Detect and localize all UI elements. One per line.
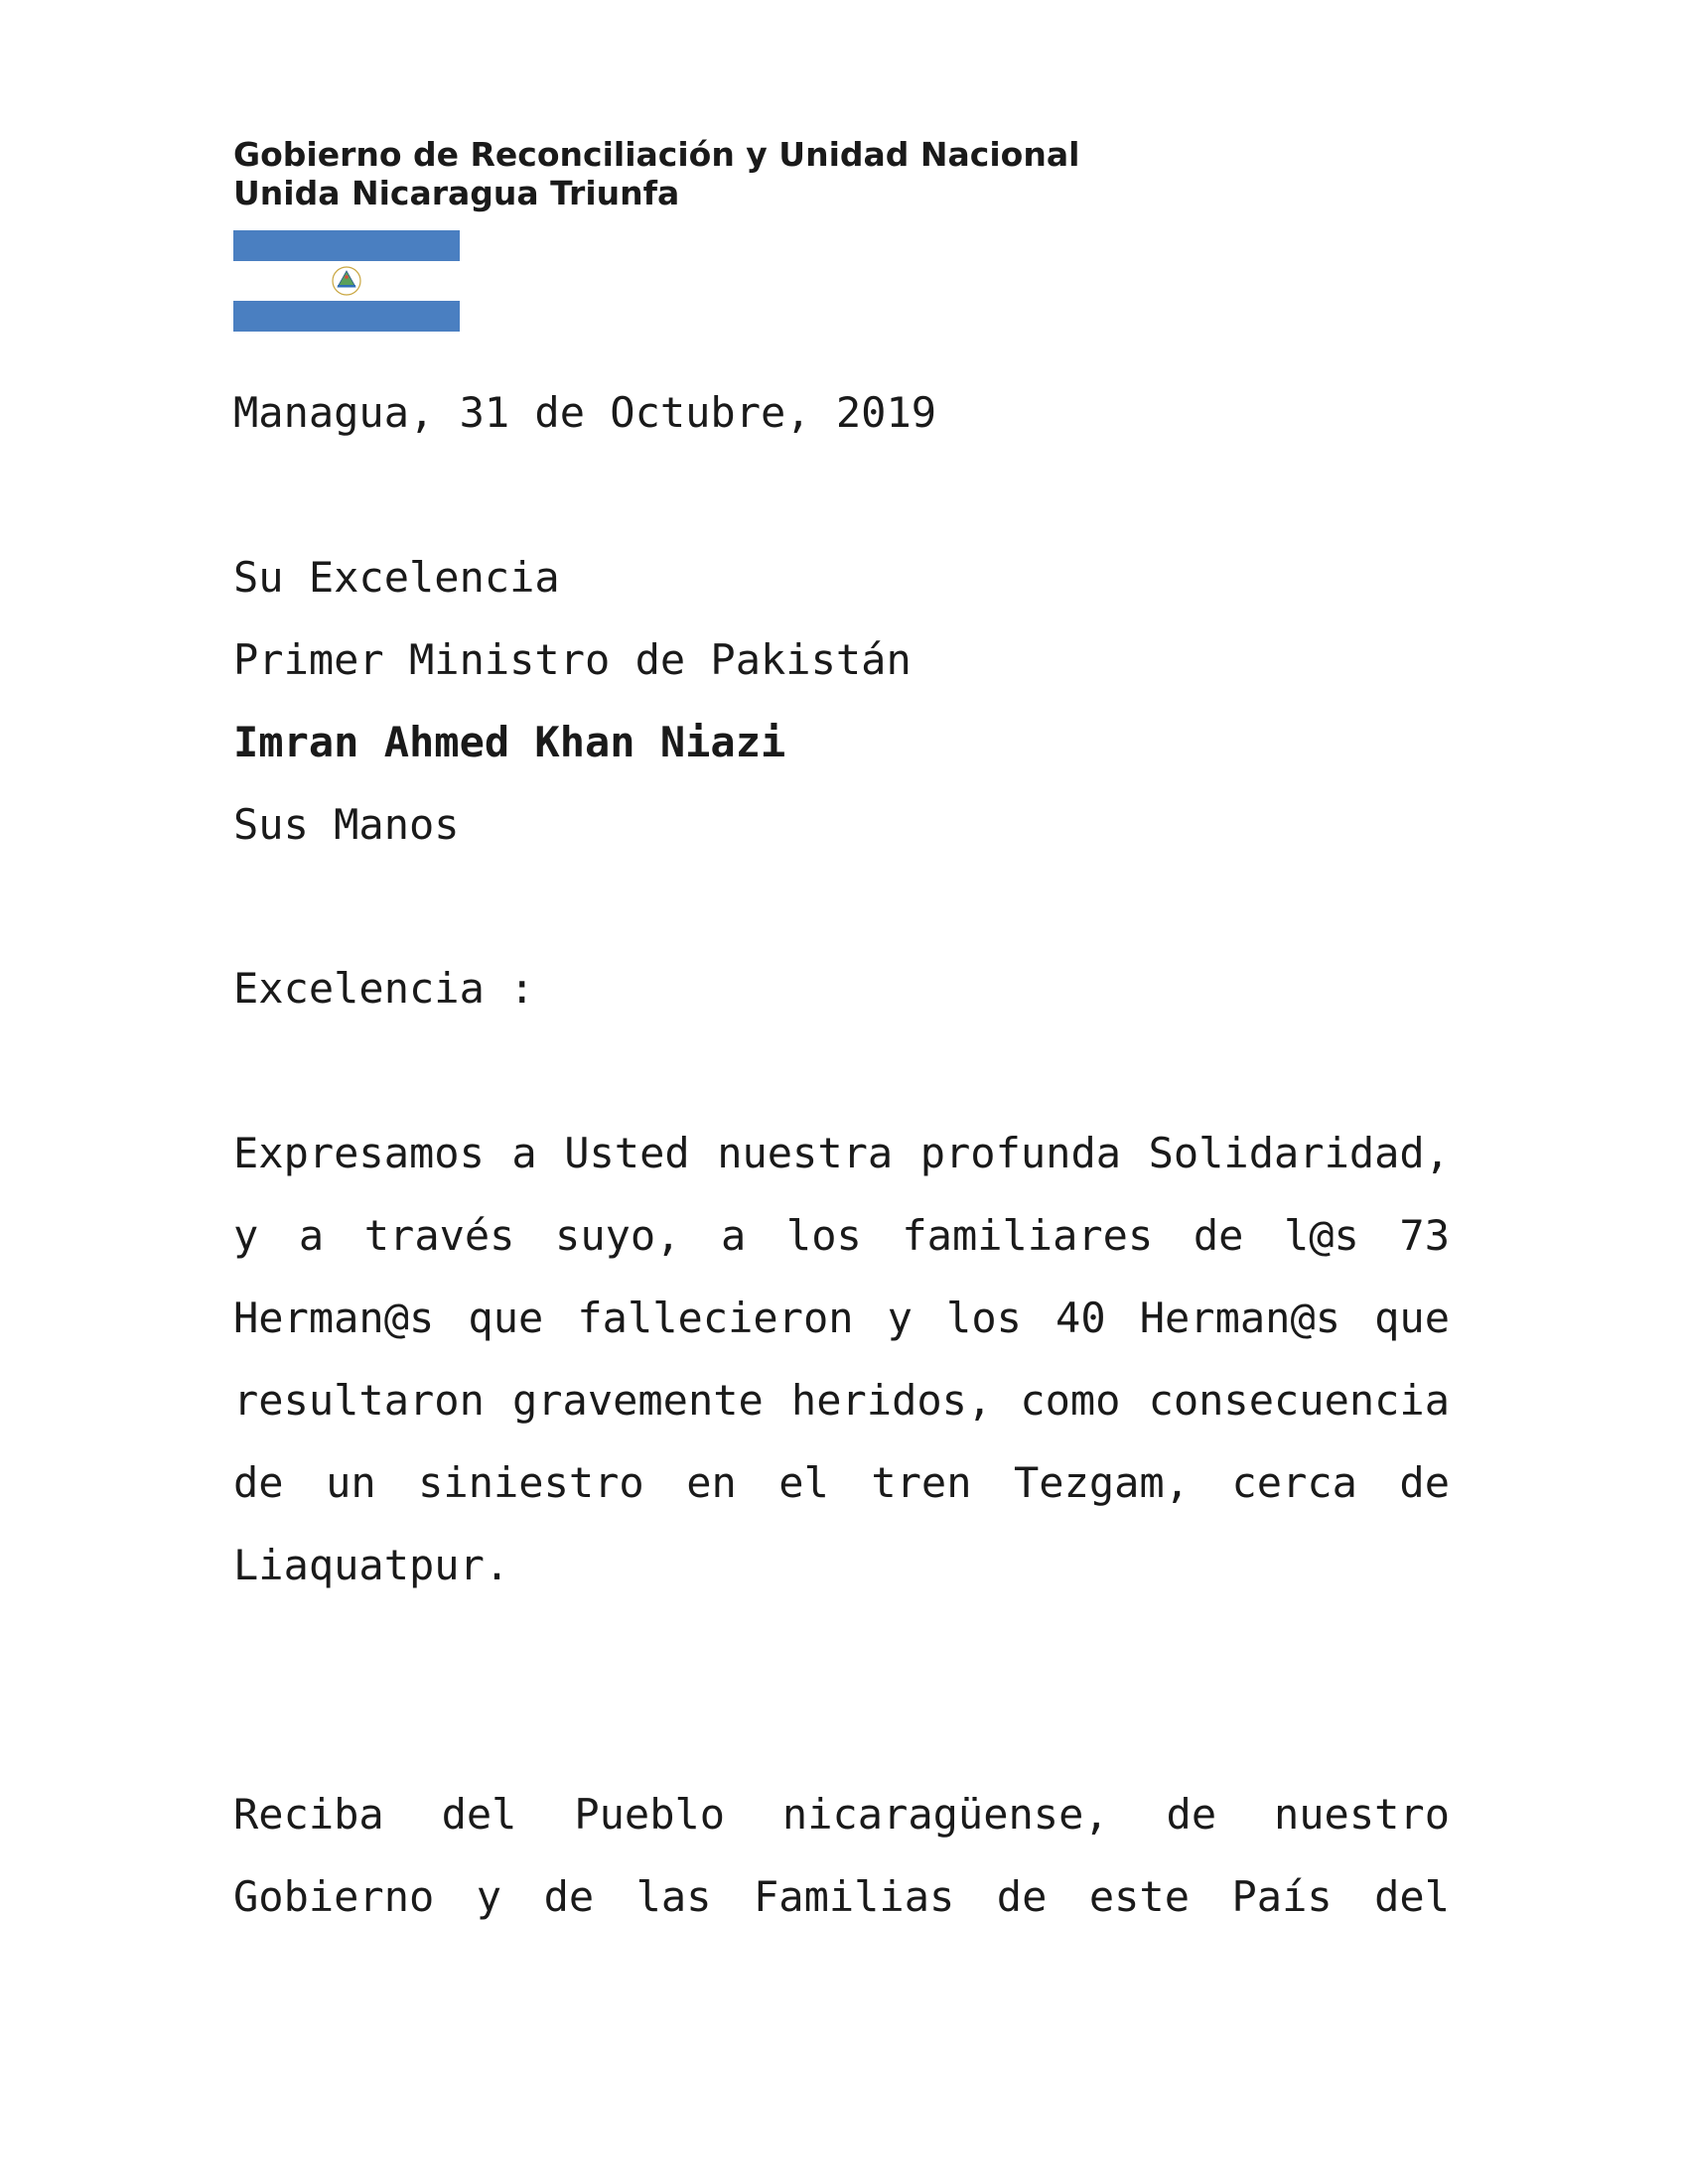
recipient-block: [233, 536, 1450, 866]
flag-top-stripe: [233, 230, 460, 261]
recipient-name: Imran Ahmed Khan Niazi: [233, 718, 786, 766]
recipient-title: Primer Ministro de Pakistán: [233, 635, 912, 684]
letterhead-slogan-line: Unida Nicaragua Triunfa: [233, 174, 680, 212]
flag-bottom-stripe: [233, 301, 460, 332]
letterhead: [233, 135, 1079, 212]
letter-date: Managua, 31 de Octubre, 2019: [233, 388, 937, 437]
recipient-delivery-note: Sus Manos: [233, 800, 460, 849]
body-paragraph-condolences: Expresamos a Usted nuestra profunda Solidaridad, y a través suyo, a los familiares de l@s 73 Herman@s que fallecieron y los 40 Herman@s que resultaron gravemente heridos, como consecuencia de un siniestro en el tren Tezgam, cerca de Liaquatpur.: [233, 1129, 1450, 1589]
body-paragraph-closing: Reciba del Pueblo nicaragüense, de nuestro Gobierno y de las Familias de este País del: [233, 1790, 1450, 1921]
letterhead-government-line: Gobierno de Reconciliación y Unidad Nacional: [233, 135, 1080, 174]
salutation: Excelencia :: [233, 964, 535, 1013]
recipient-honorific: Su Excelencia: [233, 553, 560, 602]
coat-of-arms-icon: [325, 264, 368, 298]
nicaragua-flag-icon: [233, 230, 460, 332]
